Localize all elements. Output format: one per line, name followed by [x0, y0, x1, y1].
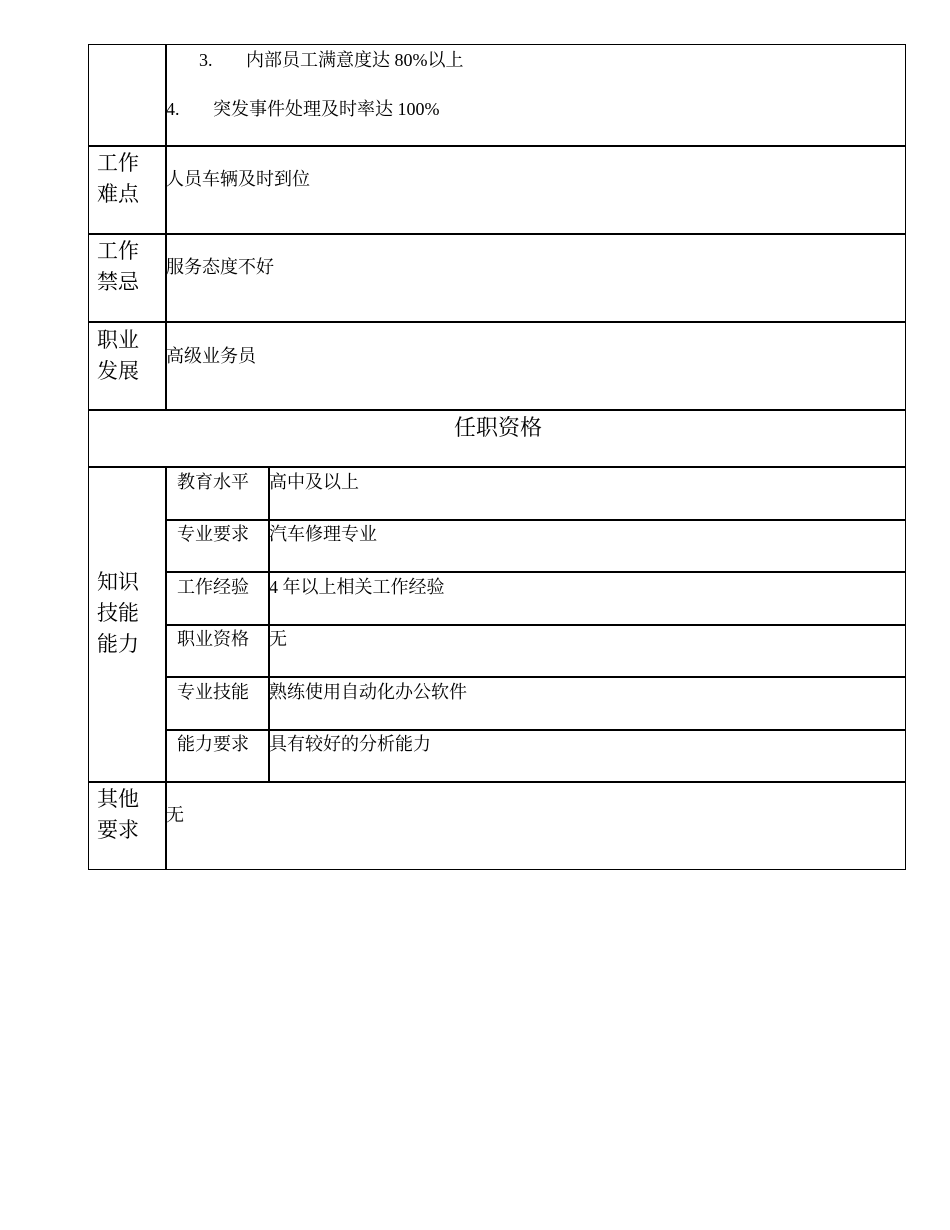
row-divider — [88, 409, 906, 411]
qualification-value: 汽车修理专业 — [269, 524, 377, 544]
qualification-value: 熟练使用自动化办公软件 — [269, 682, 467, 702]
row-divider — [166, 624, 906, 626]
section-title: 任职资格 — [454, 415, 543, 440]
row-divider — [88, 321, 906, 323]
difficulty-label: 工作难点 — [97, 151, 139, 206]
qualification-label: 能力要求 — [177, 734, 249, 754]
career-value: 高级业务员 — [166, 346, 256, 366]
qualification-label: 专业要求 — [177, 524, 249, 544]
qualification-value: 具有较好的分析能力 — [269, 734, 431, 754]
career-label: 职业发展 — [97, 328, 139, 383]
row-divider — [166, 729, 906, 731]
qualification-label: 专业技能 — [177, 682, 249, 702]
qualification-label: 职业资格 — [177, 629, 249, 649]
qualification-group-label: 知识技能能力 — [97, 570, 139, 656]
row-divider — [166, 571, 906, 573]
row-divider — [88, 233, 906, 235]
qualification-label: 工作经验 — [177, 577, 249, 597]
other-label: 其他要求 — [97, 787, 139, 842]
qualification-value: 4 年以上相关工作经验 — [269, 577, 445, 597]
qualification-label: 教育水平 — [177, 472, 249, 492]
goal-number: 4. — [166, 99, 180, 119]
goal-text: 突发事件处理及时率达 100% — [213, 99, 440, 119]
row-divider — [88, 781, 906, 783]
row-divider — [166, 676, 906, 678]
row-divider — [88, 466, 906, 468]
other-value: 无 — [166, 805, 184, 825]
row-divider — [166, 519, 906, 521]
taboo-label: 工作禁忌 — [97, 239, 139, 294]
row-divider — [88, 145, 906, 147]
qualification-value: 无 — [269, 629, 287, 649]
qualification-value: 高中及以上 — [269, 472, 359, 492]
difficulty-value: 人员车辆及时到位 — [166, 169, 310, 189]
goal-text: 内部员工满意度达 80%以上 — [246, 50, 464, 70]
taboo-value: 服务态度不好 — [166, 257, 274, 277]
goal-number: 3. — [199, 50, 213, 70]
